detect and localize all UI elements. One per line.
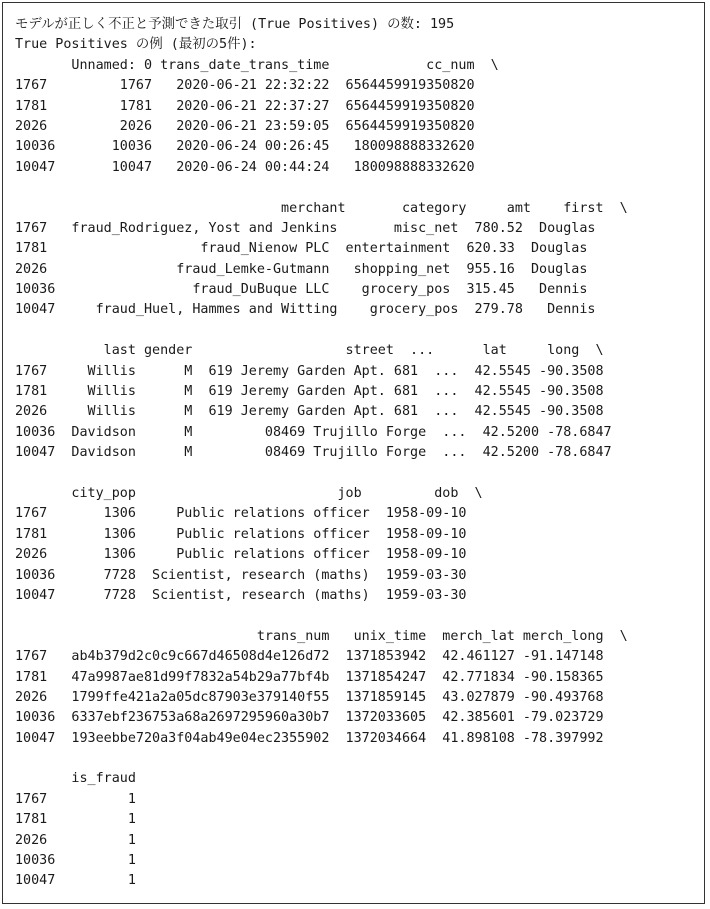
table1-row: 10036 10036 2020-06-24 00:26:45 180098888332620 [15, 139, 499, 155]
table5-header: trans_num unix_time merch_lat merch_long \ [15, 628, 628, 644]
table5-row: 2026 1799ffe421a2a05dc87903e379140f55 1371859145 43.027879 -90.493768 [15, 689, 628, 705]
table3-row: 10036 Davidson M 08469 Trujillo Forge ... 42.5200 -78.6847 [15, 424, 636, 440]
table6-header: is_fraud [15, 771, 153, 787]
table2-row: 1767 fraud_Rodriguez, Yost and Jenkins misc_net 780.52 Douglas [15, 220, 620, 236]
table3-row: 10047 Davidson M 08469 Trujillo Forge ... 42.5200 -78.6847 [15, 445, 636, 461]
table5-row: 10036 6337ebf236753a68a2697295960a30b7 1372033605 42.385601 -79.023729 [15, 710, 628, 726]
table4-row: 10047 7728 Scientist, research (maths) 1959-03-30 [15, 587, 491, 603]
blank-line [15, 178, 636, 198]
table4-row: 10036 7728 Scientist, research (maths) 1959-03-30 [15, 567, 491, 583]
table4-row: 1767 1306 Public relations officer 1958-09-10 [15, 506, 491, 522]
table3-row: 2026 Willis M 619 Jeremy Garden Apt. 681 ... 42.5545 -90.3508 [15, 404, 628, 420]
output-line-summary: モデルが正しく不正と予測できた取引 (True Positives) の数: 195 [15, 17, 455, 32]
table3-header: last gender street ... lat long \ [15, 343, 604, 359]
table1-row: 2026 2026 2020-06-21 23:59:05 6564459919350820 [15, 118, 499, 134]
table1-row: 1767 1767 2020-06-21 22:32:22 6564459919350820 [15, 78, 499, 94]
table4-header: city_pop job dob \ [15, 485, 483, 501]
table5-row: 10047 193eebbe720a3f04ab49e04ec2355902 1372034664 41.898108 -78.397992 [15, 730, 628, 746]
blank-line [15, 464, 636, 484]
table5-row: 1781 47a9987ae81d99f7832a54b29a77bf4b 1371854247 42.771834 -90.158365 [15, 669, 628, 685]
table3-row: 1767 Willis M 619 Jeremy Garden Apt. 681 ... 42.5545 -90.3508 [15, 363, 628, 379]
table2-row: 2026 fraud_Lemke-Gutmann shopping_net 955.16 Douglas [15, 261, 612, 277]
table1-row: 10047 10047 2020-06-24 00:44:24 180098888332620 [15, 159, 499, 175]
table1-row: 1781 1781 2020-06-21 22:37:27 6564459919350820 [15, 98, 499, 114]
blank-line [15, 606, 636, 626]
console-output [15, 15, 636, 892]
table5-row: 1767 ab4b379d2c0c9c667d46508d4e126d72 1371853942 42.461127 -91.147148 [15, 649, 628, 665]
table2-row: 10036 fraud_DuBuque LLC grocery_pos 315.45 Dennis [15, 282, 612, 298]
table2-header: merchant category amt first \ [15, 200, 628, 216]
table2-row: 10047 fraud_Huel, Hammes and Witting grocery_pos 279.78 Dennis [15, 302, 620, 318]
blank-line [15, 321, 636, 341]
table6-row: 10036 1 [15, 853, 153, 869]
table6-row: 1767 1 [15, 791, 153, 807]
table6-row: 10047 1 [15, 873, 153, 889]
table4-row: 2026 1306 Public relations officer 1958-09-10 [15, 547, 491, 563]
table6-row: 1781 1 [15, 812, 153, 828]
table3-row: 1781 Willis M 619 Jeremy Garden Apt. 681 ... 42.5545 -90.3508 [15, 384, 628, 400]
table2-row: 1781 fraud_Nienow PLC entertainment 620.33 Douglas [15, 241, 612, 257]
table4-row: 1781 1306 Public relations officer 1958-09-10 [15, 526, 491, 542]
output-line-examples-title: True Positives の例 (最初の5件): [15, 37, 257, 53]
output-frame [2, 2, 705, 904]
table1-header: Unnamed: 0 trans_date_trans_time cc_num \ [15, 57, 499, 73]
blank-line [15, 749, 636, 769]
table6-row: 2026 1 [15, 832, 153, 848]
